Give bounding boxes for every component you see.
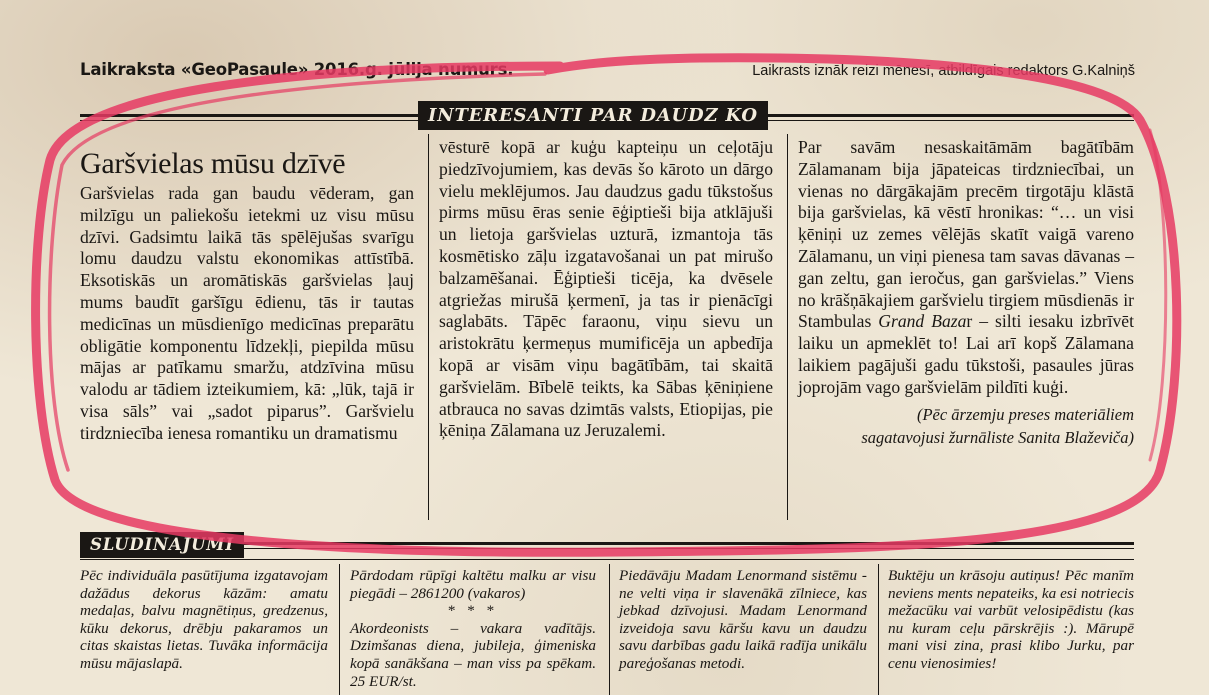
credit-line-2: sagatavojusi žurnāliste Sanita Blaževiča): [861, 427, 1134, 447]
ad-car-repair-text: Buktēju un krāsoju autiņus! Pēc manīm neviens ments nepateiks, ka esi notriecis mežacūku vai varbūt velosipēdistu (kas nu kuram ceļu pārskrējis :). Mārupē mani visi zina, prasi klibo Jurku, par cenu vienosimies!: [888, 567, 1134, 672]
col3-text-a: Par savām nesaskaitāmām bagātībām Zālamanam bija jāpateicas tirdzniecībai, un vienas no dārgākajām precēm tirgotāju klāstā bija garšvielas, kā vēstī hronikas: “… un visi ķēniņi uz zemes vēlējās skatīt vaigā vareno Zālamanu, un viņi pienesa tam savas dāvanas – gan zeltu, gan ieročus, gan garšvielas.” Viens no krāšņākajiem garšvielu tirgiem mūsdienās ir Stambulas: [798, 137, 1134, 332]
article-text-col3: [798, 137, 1134, 399]
article-column-2: [439, 137, 773, 442]
section-banner: INTERESANTI PAR DAUDZ KO: [418, 101, 768, 130]
ad-divider-1: [339, 564, 340, 695]
classifieds-banner: SLUDINAJUMI: [80, 532, 244, 558]
article-credit: [798, 403, 1134, 449]
masthead-editor: Laikrasts iznāk reizi mēnesī, atbildīgais redaktors G.Kalniņš: [752, 63, 1135, 79]
column-divider-2: [787, 134, 788, 520]
ad-lenormand: [619, 567, 867, 673]
ad-divider-2: [609, 564, 610, 695]
ad-lenormand-text: Piedāvāju Madam Lenormand sistēmu - ne velti viņa ir slavenākā zīlniece, kas jebkad dzīvojusi. Madam Lenormand izveidoja savu kāršu kavu un daudzu savu darbības gadu laikā radīja unikālu pareģošanas metodi.: [619, 567, 867, 672]
column-divider-1: [428, 134, 429, 520]
ad-firewood-text: Pārdodam rūpīgi kaltētu malku ar visu piegādi – 2861200 (vakaros): [350, 567, 596, 602]
ad-separator: * * *: [447, 602, 499, 620]
article-text-col2: vēsturē kopā ar kuģu kapteiņu un ceļotāju piedzīvojumiem, kas devās šo kāroto un dārgo vielu meklējumos. Jau daudzus gadu tūkstošus pirms mūsu ēras senie ēģiptieši bija atklājuši un lietoja garšvielas uzturā, izmantoja tās kosmētisko zāļu izgatavošanai un pat mirušo balzamēšanai. Ēģiptieši ticēja, ka dvēsele atgriežas mirušā ķermenī, ja tas ir pienācīgi saglabāts. Tāpēc faraonu, viņu sievu un aristokrātu ķermeņus mumificēja un apbedīja kopā ar visām viņu bagātībām, tai skaitā garšvielām. Bībelē teikts, ka Sābas ķēniņiene atbrauca no savas dzimtās valsts, Etiopijas, pie ķēniņa Zālamana uz Jeruzalemi.: [439, 137, 773, 441]
col3-text-b: r – silti iesaku izbrīvēt laiku un apmeklēt to! Lai arī kopš Zālamana laikiem pagājuši gadu tūkstoši, pasaules jūras joprojām vago garšvielām pildīti kuģi.: [798, 311, 1135, 397]
ad-divider-3: [878, 564, 879, 695]
article-column-3: [798, 137, 1134, 449]
ad-firewood-accordion: [350, 567, 596, 690]
ad-decorations-text: Pēc individuāla pasūtījuma izgatavojam dažādus dekorus kāzām: amatu medaļas, balvu magnētiņus, gredzenus, kūku dekorus, drēbju pakaramos un citas skaistas lietas. Tuvāka informācija mūsu mājaslapā.: [80, 567, 328, 672]
article-text-col1: Garšvielas rada gan baudu vēderam, gan milzīgu un paliekošu ietekmi uz visu mūsu dzīvi. Gadsimtu laikā tās spēlējušas svarīgu lomu daudzu valstu ekonomikas attīstībā. Eksotiskās un aromātiskās garšvielas ļauj mums baudīt garšīgu ēdienu, tās ir tautas medicīnas un mūsdienīgo medicīnas preparātu obligātie komponentu līdzekļi, piepilda mūsu mājas ar patīkamu smaržu, atdzīvina mūsu valodu ar tādiem izteikumiem, kā: „lūk, tajā ir visa sāls” vai „sadot piparus”. Garšvielu tirdzniecība ienesa romantiku un dramatismu: [80, 183, 414, 443]
ad-car-repair: [888, 567, 1134, 673]
ad-accordion-text: Akordeonists – vakara vadītājs. Dzimšanas diena, jubileja, ģimeniska kopā sanākšana – man viss pa spēkam. 25 EUR/st.: [350, 619, 596, 690]
masthead-issue: Laikraksta «GeoPasaule» 2016.g. jūlija numurs.: [80, 60, 514, 79]
classifieds-rule-bottom: [80, 559, 1134, 560]
ad-decorations: [80, 567, 328, 673]
article-headline: Garšvielas mūsu dzīvē: [80, 147, 346, 180]
credit-line-1: (Pēc ārzemju preses materiāliem: [916, 404, 1134, 424]
article-column-1: [80, 147, 414, 445]
col3-italic: Grand Baza: [878, 311, 967, 332]
